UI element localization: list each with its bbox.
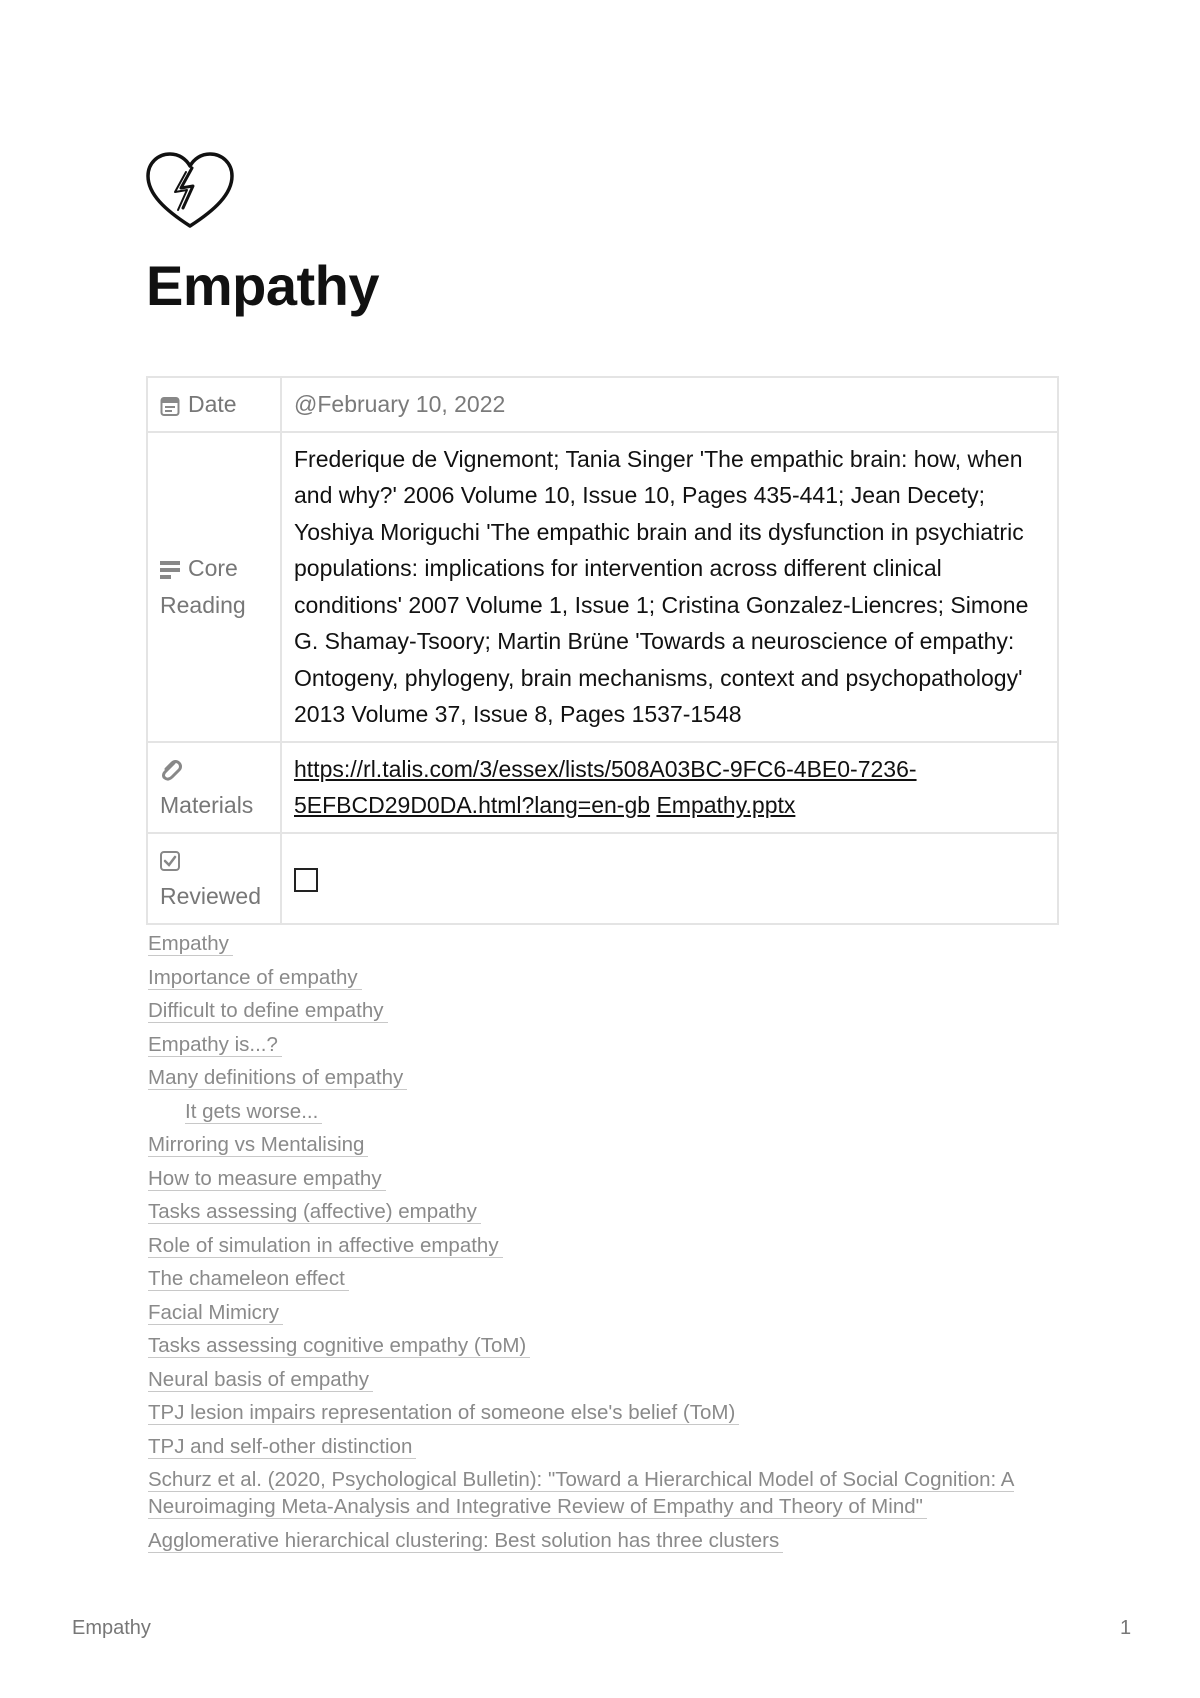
pptx-attachment-link[interactable]: Empathy.pptx bbox=[656, 792, 796, 818]
page-number: 1 bbox=[1120, 1617, 1132, 1639]
paperclip-icon bbox=[160, 759, 182, 781]
toc-item[interactable]: Schurz et al. (2020, Psychological Bulletin): "Toward a Hierarchical Model of Social Cognition: A Neuroimaging Meta-Analysis and Integrative Review of Empathy and Theory of Mind" bbox=[148, 1468, 1015, 1518]
toc-item[interactable]: Many definitions of empathy bbox=[148, 1064, 1068, 1091]
property-label: Core Reading bbox=[160, 555, 246, 618]
properties-table bbox=[146, 376, 1059, 925]
calendar-icon bbox=[160, 395, 180, 417]
toc-item[interactable]: Role of simulation in affective empathy bbox=[148, 1232, 1068, 1259]
page-title: Empathy bbox=[146, 254, 379, 317]
toc-item[interactable]: Neural basis of empathy bbox=[148, 1366, 1068, 1393]
property-row-materials bbox=[147, 742, 1058, 833]
property-label: Materials bbox=[160, 792, 254, 818]
property-row-core-reading bbox=[147, 432, 1058, 742]
property-label: Reviewed bbox=[160, 883, 261, 909]
toc-item[interactable]: Tasks assessing cognitive empathy (ToM) bbox=[148, 1332, 1068, 1359]
toc-item[interactable]: Importance of empathy bbox=[148, 964, 1068, 991]
toc-item[interactable]: TPJ lesion impairs representation of someone else's belief (ToM) bbox=[148, 1399, 1068, 1426]
toc-item[interactable]: Mirroring vs Mentalising bbox=[148, 1131, 1068, 1158]
toc-item[interactable]: Tasks assessing (affective) empathy bbox=[148, 1198, 1068, 1225]
footer-title: Empathy bbox=[72, 1617, 151, 1639]
toc-item[interactable]: How to measure empathy bbox=[148, 1165, 1068, 1192]
checkbox-icon bbox=[160, 851, 180, 871]
toc-item[interactable]: Difficult to define empathy bbox=[148, 997, 1068, 1024]
broken-heart-icon bbox=[145, 152, 235, 232]
toc-item[interactable]: The chameleon effect bbox=[148, 1265, 1068, 1292]
date-value[interactable]: @February 10, 2022 bbox=[281, 377, 1058, 432]
property-row-date bbox=[147, 377, 1058, 432]
property-name-reviewed bbox=[147, 833, 281, 924]
text-lines-icon bbox=[160, 561, 180, 579]
toc-item[interactable]: TPJ and self-other distinction bbox=[148, 1433, 1068, 1460]
property-row-reviewed bbox=[147, 833, 1058, 924]
toc-item[interactable]: Agglomerative hierarchical clustering: Best solution has three clusters bbox=[148, 1527, 1068, 1554]
toc-item[interactable]: Empathy bbox=[148, 930, 1068, 957]
core-reading-value[interactable]: Frederique de Vignemont; Tania Singer 'The empathic brain: how, when and why?' 2006 Volume 10, Issue 10, Pages 435-441; Jean Decety; Yoshiya Moriguchi 'The empathic brain and its dysfunction in psychiatric populations: implications for intervention across different clinical conditions' 2007 Volume 1, Issue 1; Cristina Gonzalez-Liencres; Simone G. Shamay-Tsoory; Martin Brüne 'Towards a neuroscience of empathy: Ontogeny, phylogeny, brain mechanisms, context and psychopathology' 2013 Volume 37, Issue 8, Pages 1537-1548 bbox=[281, 432, 1058, 742]
toc-item[interactable]: It gets worse... bbox=[148, 1098, 1068, 1125]
property-name-core-reading bbox=[147, 432, 281, 742]
property-name-date bbox=[147, 377, 281, 432]
materials-value bbox=[281, 742, 1058, 833]
reviewed-value bbox=[281, 833, 1058, 924]
property-label: Date bbox=[188, 391, 237, 417]
property-name-materials bbox=[147, 742, 281, 833]
reading-list-link[interactable]: https://rl.talis.com/3/essex/lists/508A03BC-9FC6-4BE0-7236-5EFBCD29D0DA.html?lang=en-gb bbox=[294, 755, 917, 818]
reviewed-checkbox[interactable] bbox=[294, 868, 318, 892]
table-of-contents bbox=[148, 930, 1068, 1560]
toc-item[interactable]: Facial Mimicry bbox=[148, 1299, 1068, 1326]
toc-item[interactable]: Empathy is...? bbox=[148, 1031, 1068, 1058]
